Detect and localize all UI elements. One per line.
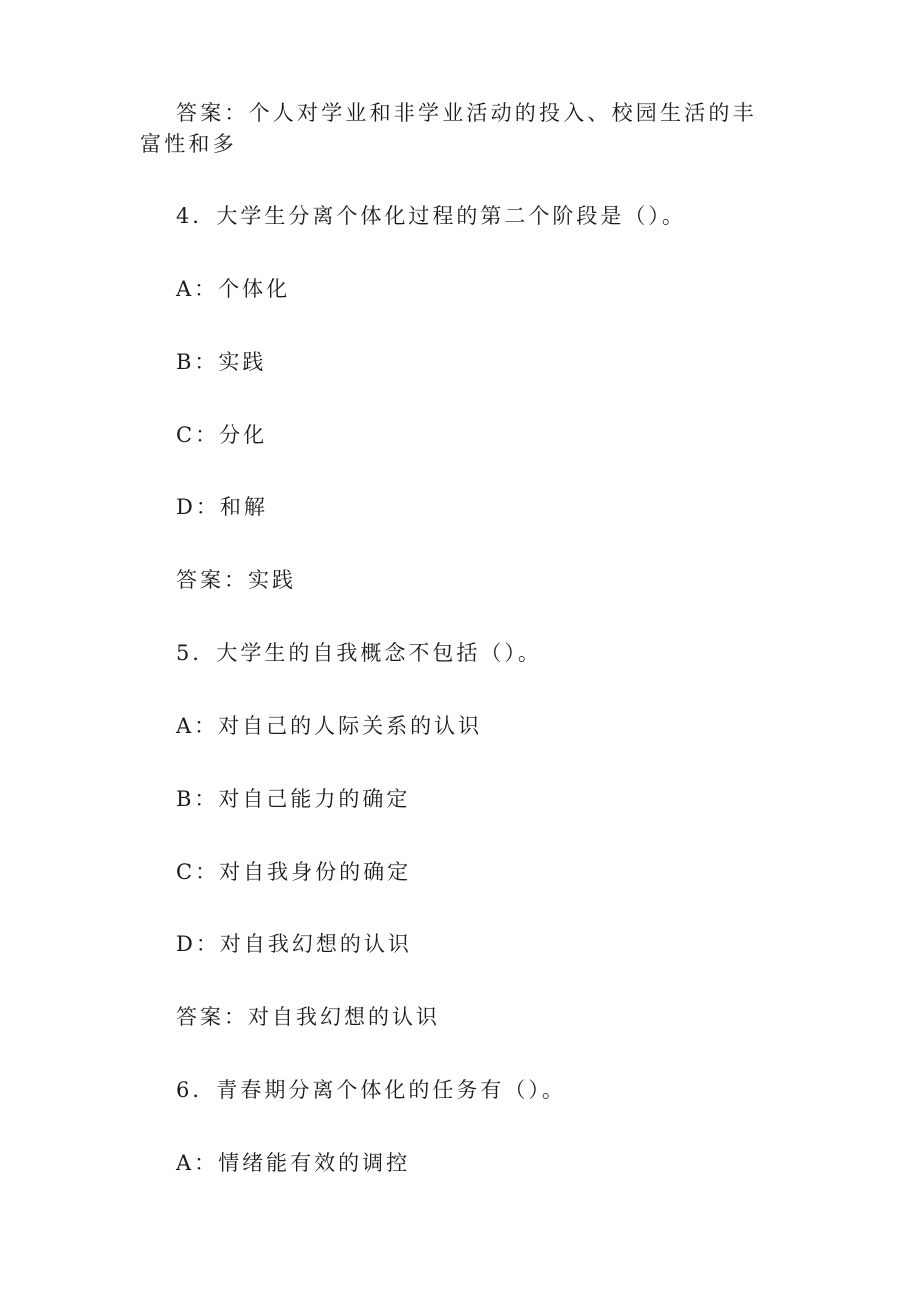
question-6-option-a: A：情绪能有效的调控: [176, 1151, 411, 1175]
question-4: 4．大学生分离个体化过程的第二个阶段是（）。: [176, 204, 686, 228]
question-5-option-c: C：对自我身份的确定: [176, 860, 412, 884]
question-4-option-d: D：和解: [176, 495, 268, 519]
question-4-option-b: B：实践: [176, 350, 267, 374]
question-5-option-a: A：对自己的人际关系的认识: [176, 714, 483, 738]
question-5: 5．大学生的自我概念不包括（）。: [176, 641, 542, 665]
question-4-answer: 答案：实践: [176, 568, 296, 592]
question-4-option-a: A：个体化: [176, 277, 291, 301]
question-6: 6．青春期分离个体化的任务有（）。: [176, 1078, 566, 1102]
answer-3-text: 答案：个人对学业和非学业活动的投入、校园生活的丰富性和多: [140, 101, 757, 156]
question-5-option-b: B：对自己能力的确定: [176, 787, 411, 811]
question-4-option-c: C：分化: [176, 423, 268, 447]
question-5-option-d: D：对自我幻想的认识: [176, 932, 412, 956]
question-5-answer: 答案：对自我幻想的认识: [176, 1005, 440, 1029]
